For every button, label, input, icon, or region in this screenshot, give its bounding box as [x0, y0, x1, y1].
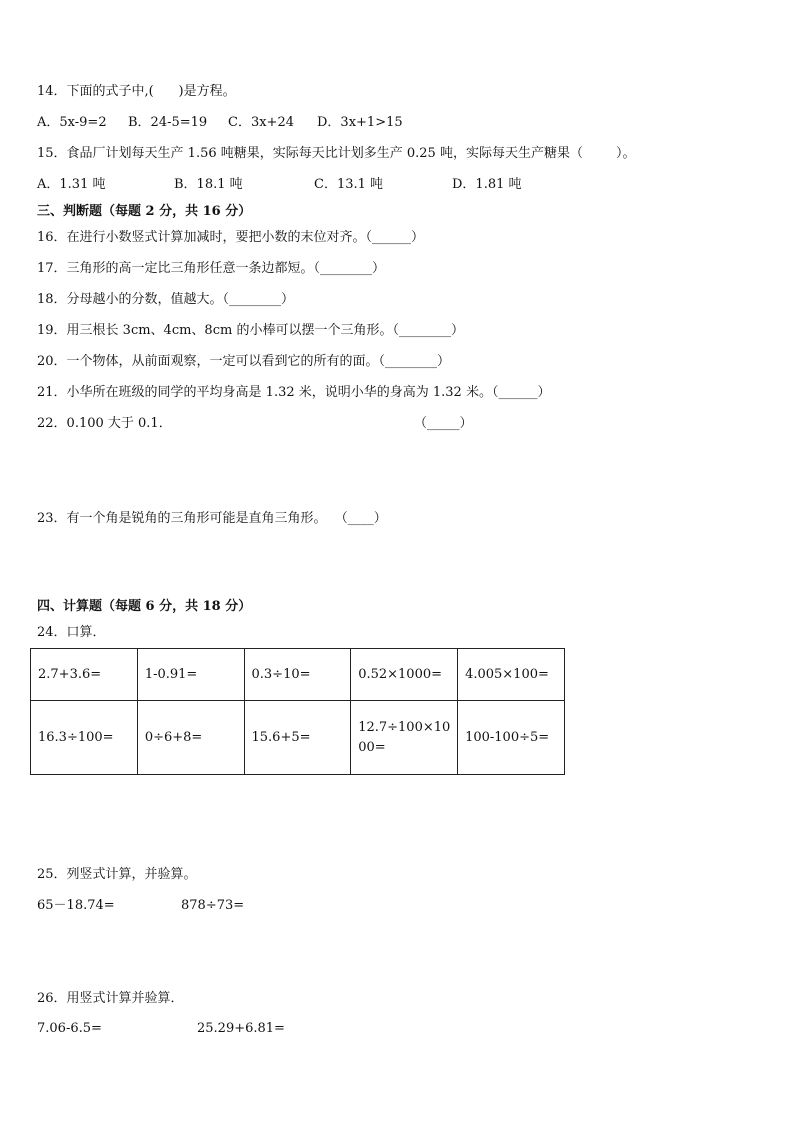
- question-22-blank: （_____）: [414, 416, 473, 431]
- table-cell: 1-0.91=: [137, 649, 244, 701]
- question-22-stem: 22．0.100 大于 0.1．: [37, 416, 172, 431]
- question-14-stem: 14．下面的式子中,( )是方程。: [37, 84, 236, 99]
- mental-math-table: [30, 648, 565, 775]
- question-21: 21．小华所在班级的同学的平均身高是 1.32 米，说明小华的身高为 1.32 米。（______）: [37, 385, 551, 400]
- question-20: 20．一个物体，从前面观察，一定可以看到它的所有的面。（________）: [37, 354, 451, 369]
- table-cell: 0.52×1000=: [351, 649, 458, 701]
- question-14-option-b: B．24-5=19: [128, 115, 208, 130]
- table-cell: 12.7÷100×1000=: [351, 701, 458, 775]
- question-26-item-1: 7.06-6.5=: [37, 1021, 102, 1036]
- question-15-stem: 15．食品厂计划每天生产 1.56 吨糖果，实际每天比计划多生产 0.25 吨，实际每天生产糖果（ ）。: [37, 146, 636, 161]
- question-14-option-a: A．5x-9=2: [37, 115, 107, 130]
- question-14-option-d: D．3x+1>15: [317, 115, 403, 130]
- question-26-stem: 26．用竖式计算并验算．: [37, 991, 184, 1006]
- question-24-stem: 24．口算．: [37, 625, 106, 640]
- table-row: [31, 701, 565, 775]
- question-18: 18．分母越小的分数，值越大。（________）: [37, 292, 295, 307]
- question-17: 17．三角形的高一定比三角形任意一条边都短。（________）: [37, 261, 386, 276]
- question-25-item-2: 878÷73=: [181, 898, 245, 913]
- table-cell: 2.7+3.6=: [31, 649, 138, 701]
- table-cell: 100-100÷5=: [458, 701, 565, 775]
- table-cell: 0.3÷10=: [244, 649, 351, 701]
- question-25-stem: 25．列竖式计算，并验算。: [37, 867, 197, 882]
- question-15-option-b: B．18.1 吨: [174, 177, 243, 192]
- table-cell: 16.3÷100=: [31, 701, 138, 775]
- question-19: 19．用三根长 3cm、4cm、8cm 的小棒可以摆一个三角形。（________）: [37, 323, 464, 338]
- question-23: 23．有一个角是锐角的三角形可能是直角三角形。 （____）: [37, 511, 387, 526]
- question-26-item-2: 25.29+6.81=: [197, 1021, 285, 1036]
- question-15-option-a: A．1.31 吨: [37, 177, 106, 192]
- table-cell: 0÷6+8=: [137, 701, 244, 775]
- question-14-option-c: C．3x+24: [228, 115, 294, 130]
- section-3-title: 三、判断题（每题 2 分，共 16 分）: [37, 204, 252, 219]
- table-row: [31, 649, 565, 701]
- question-25-item-1: 65－18.74=: [37, 898, 115, 913]
- question-15-option-d: D．1.81 吨: [452, 177, 522, 192]
- question-16: 16．在进行小数竖式计算加减时，要把小数的末位对齐。（______）: [37, 230, 425, 245]
- question-15-option-c: C．13.1 吨: [314, 177, 384, 192]
- section-4-title: 四、计算题（每题 6 分，共 18 分）: [37, 599, 252, 614]
- table-cell: 4.005×100=: [458, 649, 565, 701]
- table-cell: 15.6+5=: [244, 701, 351, 775]
